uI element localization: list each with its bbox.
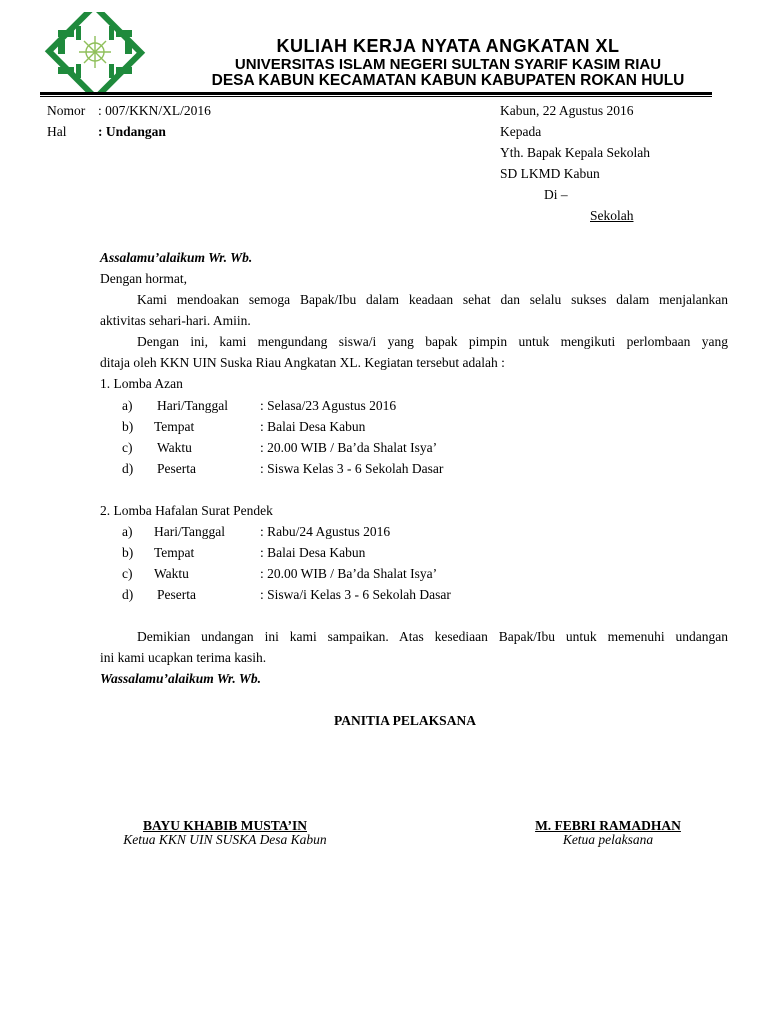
event-1-row-d-label: Peserta — [157, 461, 196, 476]
header-title: KULIAH KERJA NYATA ANGKATAN XL — [276, 36, 620, 56]
hal-value: : Undangan — [98, 124, 166, 139]
event-1-row-a-label: Hari/Tanggal — [157, 398, 229, 413]
closing-line-2: ini kami ucapkan terima kasih. — [100, 650, 267, 665]
recipient-school: SD LKMD Kabun — [500, 166, 600, 181]
uin-suska-logo-icon — [40, 12, 150, 92]
event-1-row-c-value: : 20.00 WIB / Ba’da Shalat Isya’ — [260, 440, 438, 455]
event-2-row-c-key: c) — [122, 566, 133, 581]
salutation: Dengan hormat, — [100, 271, 187, 286]
header-divider-thick — [40, 92, 712, 95]
event-2-row-a-label: Hari/Tanggal — [154, 524, 226, 539]
greeting: Assalamu’alaikum Wr. Wb. — [100, 250, 253, 265]
event-2-row-d-key: d) — [122, 587, 134, 602]
signature-1-role: Ketua KKN UIN SUSKA Desa Kabun — [123, 832, 327, 847]
closing-line-1: Demikian undangan ini kami sampaikan. Atas kesediaan Bapak/Ibu untuk memenuhi undangan — [137, 629, 728, 644]
event-2-row-b-value: : Balai Desa Kabun — [260, 545, 366, 560]
committee-title: PANITIA PELAKSANA — [334, 713, 476, 728]
header-university: UNIVERSITAS ISLAM NEGERI SULTAN SYARIF KASIM RIAU — [234, 56, 662, 73]
event-2-row-c-label: Waktu — [154, 566, 189, 581]
event-1-row-d-key: d) — [122, 461, 134, 476]
event-1-title: 1. Lomba Azan — [100, 376, 183, 391]
signature-2-role: Ketua pelaksana — [562, 832, 654, 847]
event-2-title: 2. Lomba Hafalan Surat Pendek — [100, 503, 273, 518]
event-1-row-c-key: c) — [122, 440, 133, 455]
recipient-place: Sekolah — [590, 208, 634, 223]
paragraph-2-line-2: ditaja oleh KKN UIN Suska Riau Angkatan XL. Kegiatan tersebut adalah : — [100, 355, 505, 370]
nomor-value: : 007/KKN/XL/2016 — [98, 103, 211, 118]
event-1-row-a-value: : Selasa/23 Agustus 2016 — [260, 398, 397, 413]
event-1-row-c-label: Waktu — [157, 440, 192, 455]
event-1-row-b-value: : Balai Desa Kabun — [260, 419, 366, 434]
hal-label: Hal — [47, 124, 67, 139]
wassalam: Wassalamu’alaikum Wr. Wb. — [100, 671, 262, 686]
header-divider-thin — [40, 96, 712, 97]
event-1-row-d-value: : Siswa Kelas 3 - 6 Sekolah Dasar — [260, 461, 444, 476]
nomor-label: Nomor — [47, 103, 86, 118]
event-1-row-b-key: b) — [122, 419, 134, 434]
recipient-yth: Yth. Bapak Kepala Sekolah — [500, 145, 650, 160]
recipient-di: Di – — [544, 187, 568, 202]
event-1-row-a-key: a) — [122, 398, 133, 413]
event-2-row-b-key: b) — [122, 545, 134, 560]
event-2-row-d-label: Peserta — [157, 587, 196, 602]
event-1-row-b-label: Tempat — [154, 419, 195, 434]
event-2-row-b-label: Tempat — [154, 545, 195, 560]
signature-2-name: M. FEBRI RAMADHAN — [535, 818, 681, 833]
event-2-row-c-value: : 20.00 WIB / Ba’da Shalat Isya’ — [260, 566, 438, 581]
event-2-row-a-key: a) — [122, 524, 133, 539]
recipient-kepada: Kepada — [500, 124, 542, 139]
signature-1-name: BAYU KHABIB MUSTA’IN — [142, 818, 308, 833]
place-date: Kabun, 22 Agustus 2016 — [500, 103, 634, 118]
paragraph-1-line-1: Kami mendoakan semoga Bapak/Ibu dalam keadaan sehat dan selalu sukses dalam menjalankan — [137, 292, 728, 307]
paragraph-1-line-2: aktivitas sehari-hari. Amiin. — [100, 313, 251, 328]
header-address: DESA KABUN KECAMATAN KABUN KABUPATEN ROKAN HULU — [211, 72, 685, 89]
event-2-row-d-value: : Siswa/i Kelas 3 - 6 Sekolah Dasar — [260, 587, 451, 602]
event-2-row-a-value: : Rabu/24 Agustus 2016 — [260, 524, 391, 539]
paragraph-2-line-1: Dengan ini, kami mengundang siswa/i yang bapak pimpin untuk mengikuti perlombaan yang — [137, 334, 728, 349]
